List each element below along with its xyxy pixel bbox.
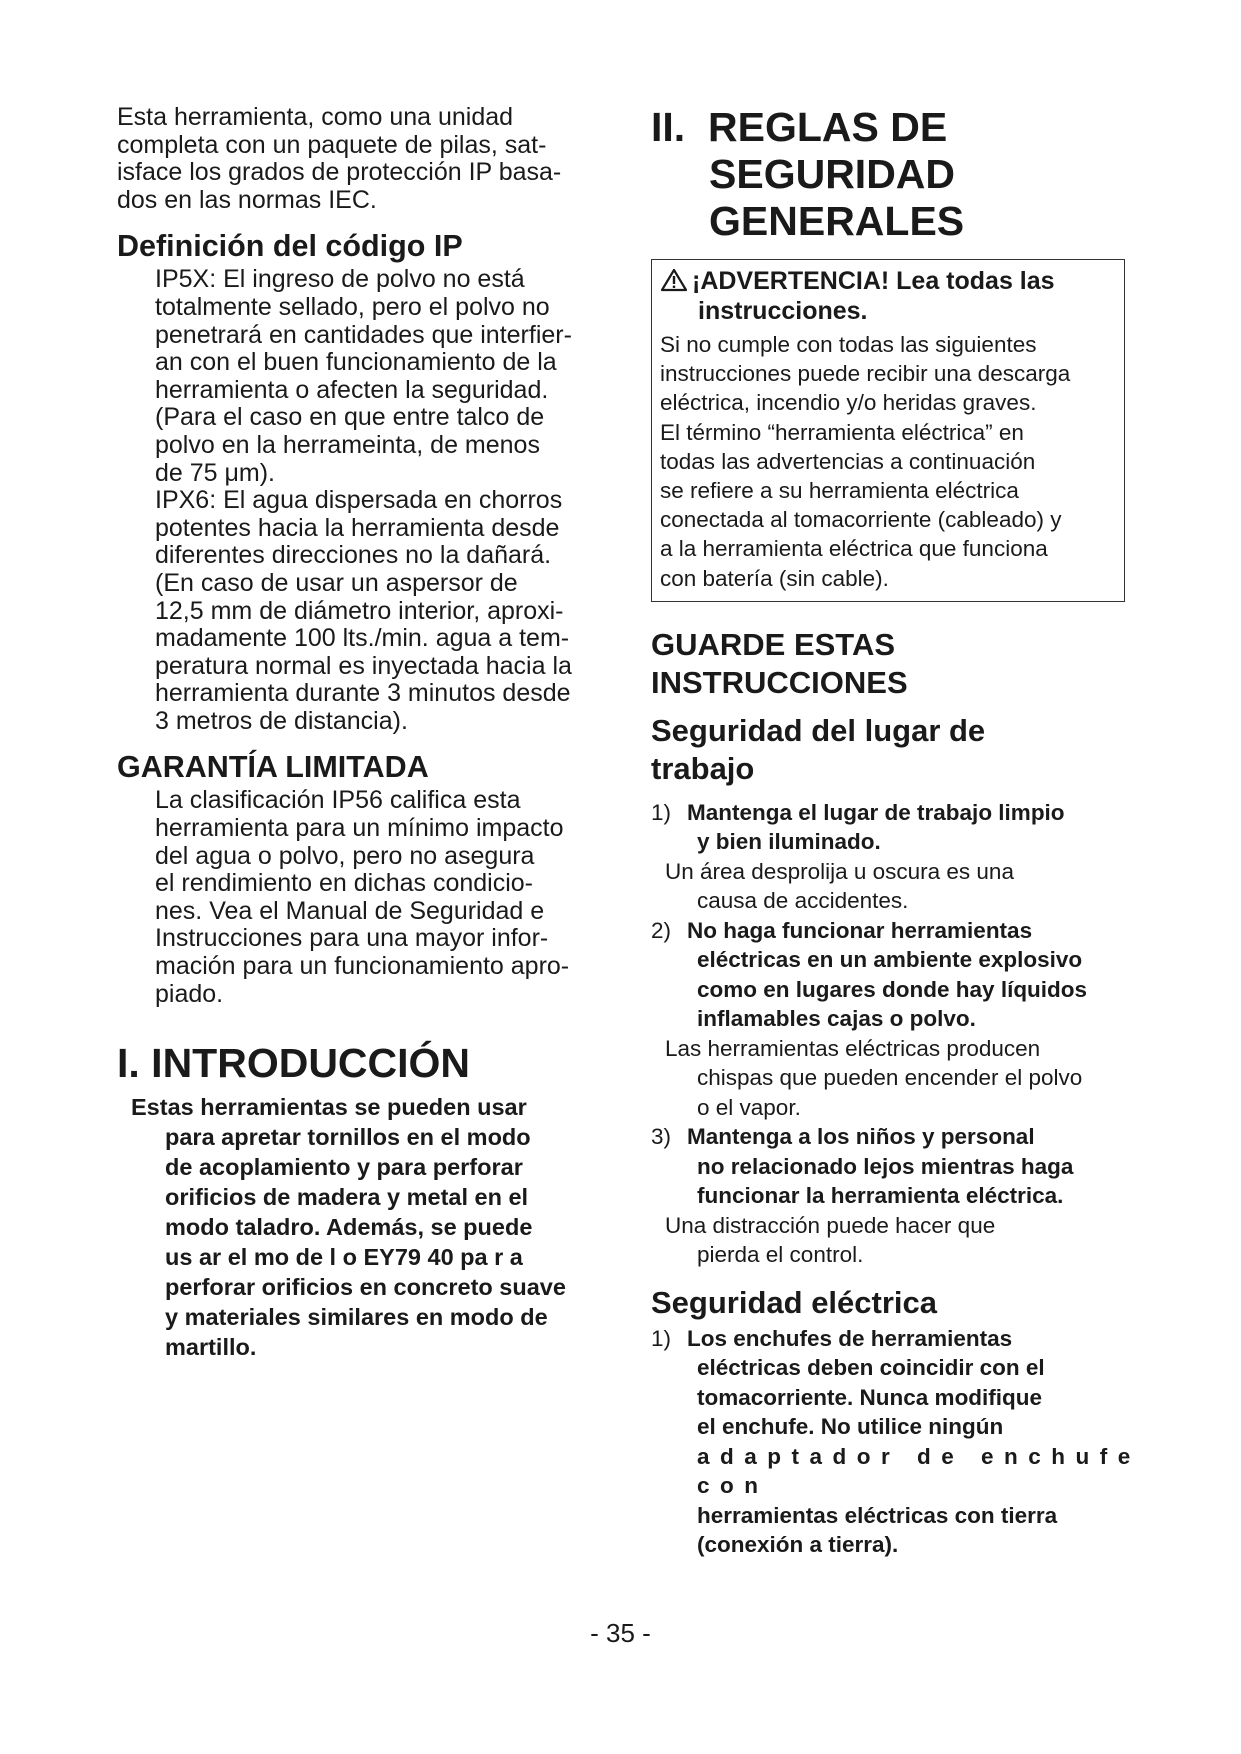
introduction-paragraph [117, 1092, 607, 1362]
left-column [117, 104, 607, 1362]
item-note [651, 857, 1151, 916]
text-line: peratura normal es inyectada hacia la [155, 651, 572, 680]
text-line: Instrucciones para una mayor infor- [155, 924, 549, 953]
warning-body [660, 330, 1118, 593]
text-line: isface los grados de protección IP basa- [117, 158, 562, 187]
section-number: II. [651, 104, 686, 150]
text-line: herramienta durante 3 minutos desde [155, 679, 571, 708]
work-area-rule-2 [651, 916, 1151, 1123]
section-title [651, 104, 1151, 245]
text-line: diferentes direcciones no la dañará. [155, 541, 552, 570]
text-line: Mantenga a los niños y personal [687, 1124, 1035, 1150]
text-line: us ar el mo de l o EY79 40 pa r a [165, 1244, 523, 1271]
text-line: La clasificación IP56 califica esta [155, 786, 521, 815]
text-line: y bien iluminado. [697, 829, 881, 855]
text-line: completa con un paquete de pilas, sat- [117, 130, 547, 159]
page-number: - 35 - [590, 1618, 651, 1648]
intro-paragraph [117, 104, 607, 214]
text-line: eléctricas en un ambiente explosivo [697, 947, 1083, 973]
text-line: SEGURIDAD [709, 151, 956, 197]
text-line: INSTRUCCIONES [651, 664, 908, 700]
text-line: como en lugares donde hay líquidos [697, 976, 1088, 1002]
right-column [651, 104, 1151, 1560]
text-line: 12,5 mm de diámetro interior, aproxi- [155, 596, 564, 625]
text-line: IPX6: El agua dispersada en chorros [155, 486, 563, 515]
text-line: orificios de madera y metal en el [165, 1184, 529, 1211]
text-line: Esta herramienta, como una unidad [117, 103, 514, 131]
text-line: modo taladro. Además, se puede [165, 1214, 533, 1241]
text-line: de acoplamiento y para perforar [165, 1154, 523, 1181]
text-line: GUARDE ESTAS [651, 626, 896, 662]
ip-code-heading: Definición del código IP [117, 229, 463, 264]
electrical-safety-heading: Seguridad eléctrica [651, 1284, 938, 1320]
ip-code-definition [117, 266, 607, 735]
list-item [651, 916, 1151, 1034]
text-line: eléctricas deben coincidir con el [697, 1355, 1045, 1381]
text-line: adaptador de enchufe con [697, 1443, 1141, 1499]
text-line: instrucciones. [698, 297, 868, 325]
text-line: totalmente sellado, pero el polvo no [155, 292, 550, 321]
work-area-rule-1 [651, 798, 1151, 916]
text-line: Un área desprolija u oscura es una [665, 858, 1014, 884]
text-line: instrucciones puede recibir una descarga [660, 361, 1071, 387]
warning-heading [660, 266, 1118, 326]
text-line: Los enchufes de herramientas [687, 1325, 1013, 1351]
text-line: Estas herramientas se pueden usar [131, 1094, 527, 1121]
text-line: No haga funcionar herramientas [687, 917, 1033, 943]
text-line: nes. Vea el Manual de Seguridad e [155, 896, 545, 925]
text-line: para apretar tornillos en el modo [165, 1124, 531, 1151]
work-area-safety-heading [651, 712, 1151, 788]
text-line: 3 metros de distancia). [155, 706, 408, 735]
text-line: eléctrica, incendio y/o heridas graves. [660, 390, 1037, 416]
text-line: an con el buen funcionamiento de la [155, 348, 557, 377]
text-line: (Para el caso en que entre talco de [155, 403, 545, 432]
text-line: GENERALES [709, 198, 965, 244]
text-line: Las herramientas eléctricas producen [665, 1035, 1041, 1061]
text-line: herramienta o afecten la seguridad. [155, 375, 549, 404]
text-line: tomacorriente. Nunca modifique [697, 1384, 1043, 1410]
text-line: martillo. [165, 1334, 257, 1361]
text-line: todas las advertencias a continuación [660, 448, 1036, 474]
text-line: chispas que pueden encender el polvo [697, 1065, 1083, 1091]
list-item [651, 798, 1151, 857]
text-line: y materiales similares en modo de [165, 1304, 548, 1331]
text-line: o el vapor. [697, 1094, 801, 1120]
text-line: (conexión a tierra). [697, 1532, 899, 1558]
text-line: el rendimiento en dichas condicio- [155, 869, 533, 898]
text-line: ¡ADVERTENCIA! Lea todas las [692, 267, 1055, 295]
text-line: polvo en la herrameinta, de menos [155, 430, 540, 459]
text-line: Si no cumple con todas las siguientes [660, 332, 1037, 357]
text-line: potentes hacia la herramienta desde [155, 513, 560, 542]
warning-triangle-icon [660, 268, 688, 292]
text-line: herramientas eléctricas con tierra [697, 1502, 1058, 1528]
text-line: El término “herramienta eléctrica” en [660, 419, 1024, 445]
text-line: piado. [155, 979, 224, 1008]
text-line: a la herramienta eléctrica que funciona [660, 536, 1048, 562]
text-line: perforar orificios en concreto suave [165, 1274, 566, 1301]
work-area-rule-3 [651, 1122, 1151, 1270]
warranty-paragraph [117, 787, 607, 1008]
text-line: se refiere a su herramienta eléctrica [660, 478, 1019, 504]
text-line: madamente 100 lts./min. agua a tem- [155, 624, 570, 653]
text-line: Mantenga el lugar de trabajo limpio [687, 799, 1065, 825]
warranty-heading: GARANTÍA LIMITADA [117, 750, 429, 785]
text-line: IP5X: El ingreso de polvo no está [155, 265, 525, 294]
item-number: 1) [651, 799, 672, 825]
text-line: con batería (sin cable). [660, 565, 889, 591]
text-line: Una distracción puede hacer que [665, 1212, 996, 1238]
text-line: no relacionado lejos mientras haga [697, 1153, 1074, 1179]
text-line: herramienta para un mínimo impacto [155, 814, 564, 843]
text-line: dos en las normas IEC. [117, 185, 377, 214]
text-line: Seguridad del lugar de [651, 712, 986, 748]
warning-box [651, 259, 1125, 602]
text-line: conectada al tomacorriente (cableado) y [660, 507, 1062, 533]
text-line: del agua o polvo, pero no asegura [155, 841, 535, 870]
text-line: de 75 μm). [155, 458, 276, 487]
text-line: el enchufe. No utilice ningún [697, 1414, 1004, 1440]
text-line: REGLAS DE [707, 104, 948, 150]
list-item [651, 1122, 1151, 1211]
item-number: 3) [651, 1124, 672, 1150]
text-line: (En caso de usar un aspersor de [155, 568, 518, 597]
text-line: funcionar la herramienta eléctrica. [697, 1183, 1064, 1209]
section-title-line [651, 104, 1151, 151]
text-line: inflamables cajas o polvo. [697, 1006, 976, 1032]
introduction-heading: I. INTRODUCCIÓN [117, 1040, 471, 1087]
item-note [651, 1034, 1151, 1123]
item-number: 1) [651, 1325, 672, 1351]
text-line: trabajo [651, 750, 755, 786]
save-instructions-heading [651, 626, 1151, 702]
text-line: causa de accidentes. [697, 888, 909, 914]
text-line: mación para un funcionamiento apro- [155, 952, 570, 981]
text-line: penetrará en cantidades que interfier- [155, 320, 572, 349]
item-number: 2) [651, 917, 672, 943]
text-line: pierda el control. [697, 1242, 864, 1268]
electrical-rule-1 [651, 1324, 1151, 1560]
item-note [651, 1211, 1151, 1270]
